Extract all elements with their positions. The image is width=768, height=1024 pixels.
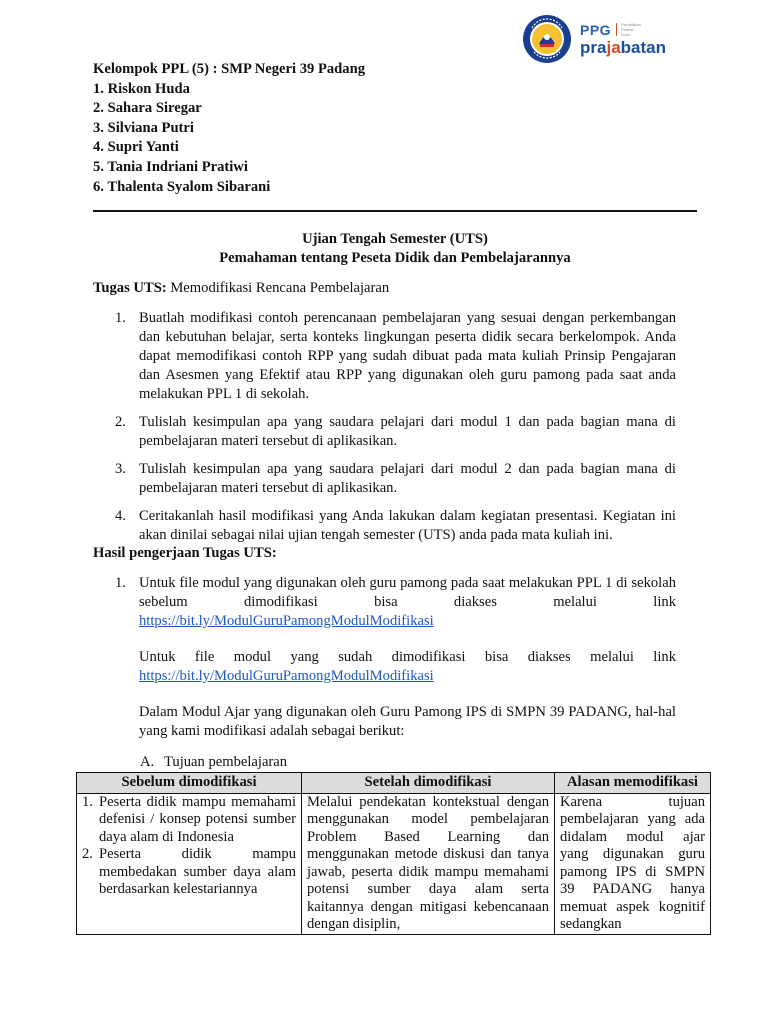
task-item-number: 4. — [115, 508, 126, 524]
after-text: Melalui pendekatan kontekstual dengan menggunakan model pembelajaran Problem Based Learning dan menggunakan metode diskusi dan tanya jawab, peserta didik mampu memahami potensi sumber daya alam serta kaitannya dengan mitigasi kebencanaan dengan disiplin, — [307, 793, 549, 932]
task-item — [93, 507, 676, 545]
ppg-logo-divider — [616, 23, 617, 36]
task-heading — [93, 280, 389, 297]
group-member: 4. Supri Yanti — [93, 139, 179, 156]
task-item — [93, 309, 676, 404]
task-item-text: Buatlah modifikasi contoh perencanaan pembelajaran yang sesuai dengan perkembangan dan kebutuhan belajar, serta konteks lingkungan peserta didik secara berkelompok. Anda dapat memodifikasi contoh RPP yang sudah dibuat pada mata kuliah Prinsip Pengajaran dan Asesmen yang Efektif atau RPP yang digunakan oleh guru pamong pada saat anda melakukan PPL 1 di sekolah. — [139, 310, 676, 402]
results-item — [93, 574, 676, 741]
before-item-text: Peserta didik mampu memahami defenisi / konsep potensi sumber daya alam di Indonesia — [99, 793, 296, 845]
results-item-number: 1. — [115, 575, 126, 591]
results-heading: Hasil pengerjaan Tugas UTS: — [93, 545, 277, 561]
before-item — [82, 794, 296, 847]
task-item-text: Tulislah kesimpulan apa yang saudara pelajari dari modul 1 dan pada bagian mana di pembelajaran materi tersebut di aplikasikan. — [139, 414, 676, 449]
group-info — [93, 60, 365, 197]
task-item-text: Tulislah kesimpulan apa yang saudara pelajari dari modul 2 dan pada bagian mana di pembelajaran materi tersebut di aplikasikan. — [139, 461, 676, 496]
table-header-after: Setelah dimodifikasi — [302, 773, 555, 794]
cell-reason — [555, 793, 711, 934]
module-after-link[interactable]: https://bit.ly/ModulGuruPamongModulModifikasi — [139, 668, 434, 684]
cell-before — [77, 793, 302, 934]
module-before-link[interactable]: https://bit.ly/ModulGuruPamongModulModifikasi — [139, 613, 434, 629]
modification-table — [76, 772, 711, 935]
table-row — [77, 793, 711, 934]
ppg-logo-bottom-a: pra — [580, 38, 607, 57]
task-item-number: 1. — [115, 310, 126, 326]
group-member: 5. Tania Indriani Pratiwi — [93, 158, 248, 175]
table-header-reason: Alasan memodifikasi — [555, 773, 711, 794]
reason-text: Karena tujuan pembelajaran yang ada didalam modul ajar yang digunakan guru pamong IPS di SMPN 39 PADANG hanya memuat aspek kognitif sedangkan — [560, 793, 705, 932]
table-header-before: Sebelum dimodifikasi — [77, 773, 302, 794]
task-label: Tugas UTS: — [93, 280, 167, 296]
university-seal-icon — [522, 14, 572, 64]
group-member: 3. Silviana Putri — [93, 119, 194, 136]
group-title: Kelompok PPL (5) : SMP Negeri 39 Padang — [93, 61, 365, 77]
before-item-number: 2. — [82, 846, 93, 862]
task-item-number: 2. — [115, 414, 126, 430]
task-item — [93, 460, 676, 498]
ppg-logo-top: PPG — [580, 21, 612, 38]
ppg-logo-bottom — [580, 39, 666, 56]
table-header-row — [77, 773, 711, 794]
task-item — [93, 413, 676, 451]
results-paragraph-2: Untuk file modul yang sudah dimodifikasi bisa diakses melalui link — [139, 649, 676, 665]
group-member: 2. Sahara Siregar — [93, 100, 202, 117]
before-item-text: Peserta didik mampu membedakan sumber daya alam berdasarkan kelestariannya — [99, 846, 296, 897]
task-title: Memodifikasi Rencana Pembelajaran — [166, 280, 390, 296]
cell-after — [302, 793, 555, 934]
results-paragraph-1: Untuk file modul yang digunakan oleh guru pamong pada saat melakukan PPL 1 di sekolah sebelum dimodifikasi bisa diakses melalui link — [139, 575, 676, 610]
horizontal-divider — [93, 210, 697, 212]
before-item — [82, 846, 296, 899]
task-item-number: 3. — [115, 461, 126, 477]
results-list — [93, 574, 676, 750]
ppg-prajabatan-logo — [580, 22, 666, 56]
title-line-1: Ujian Tengah Semester (UTS) — [302, 231, 488, 247]
before-item-number: 1. — [82, 793, 93, 810]
header-logos — [522, 14, 666, 64]
section-a-letter: A. — [140, 754, 155, 770]
ppg-logo-tagline: Pendidikan Profesi Guru — [621, 22, 641, 37]
group-member: 6. Thalenta Syalom Sibarani — [93, 178, 271, 195]
results-paragraph-3: Dalam Modul Ajar yang digunakan oleh Guru Pamong IPS di SMPN 39 PADANG, hal-hal yang kami modifikasi adalah sebagai berikut: — [139, 704, 676, 739]
title-line-2: Pemahaman tentang Peseta Didik dan Pembelajarannya — [219, 250, 571, 266]
ppg-logo-bottom-b: ja — [606, 38, 621, 57]
document-title — [93, 230, 697, 268]
section-a-title: Tujuan pembelajaran — [164, 754, 288, 770]
group-member: 1. Riskon Huda — [93, 80, 190, 97]
ppg-logo-bottom-c: batan — [620, 38, 666, 57]
task-list — [93, 309, 676, 554]
task-item-text: Ceritakanlah hasil modifikasi yang Anda lakukan dalam kegiatan presentasi. Kegiatan ini akan dinilai sebagai nilai ujian tengah semester (UTS) anda pada mata kuliah ini. — [139, 508, 676, 543]
section-a-heading — [140, 754, 287, 771]
